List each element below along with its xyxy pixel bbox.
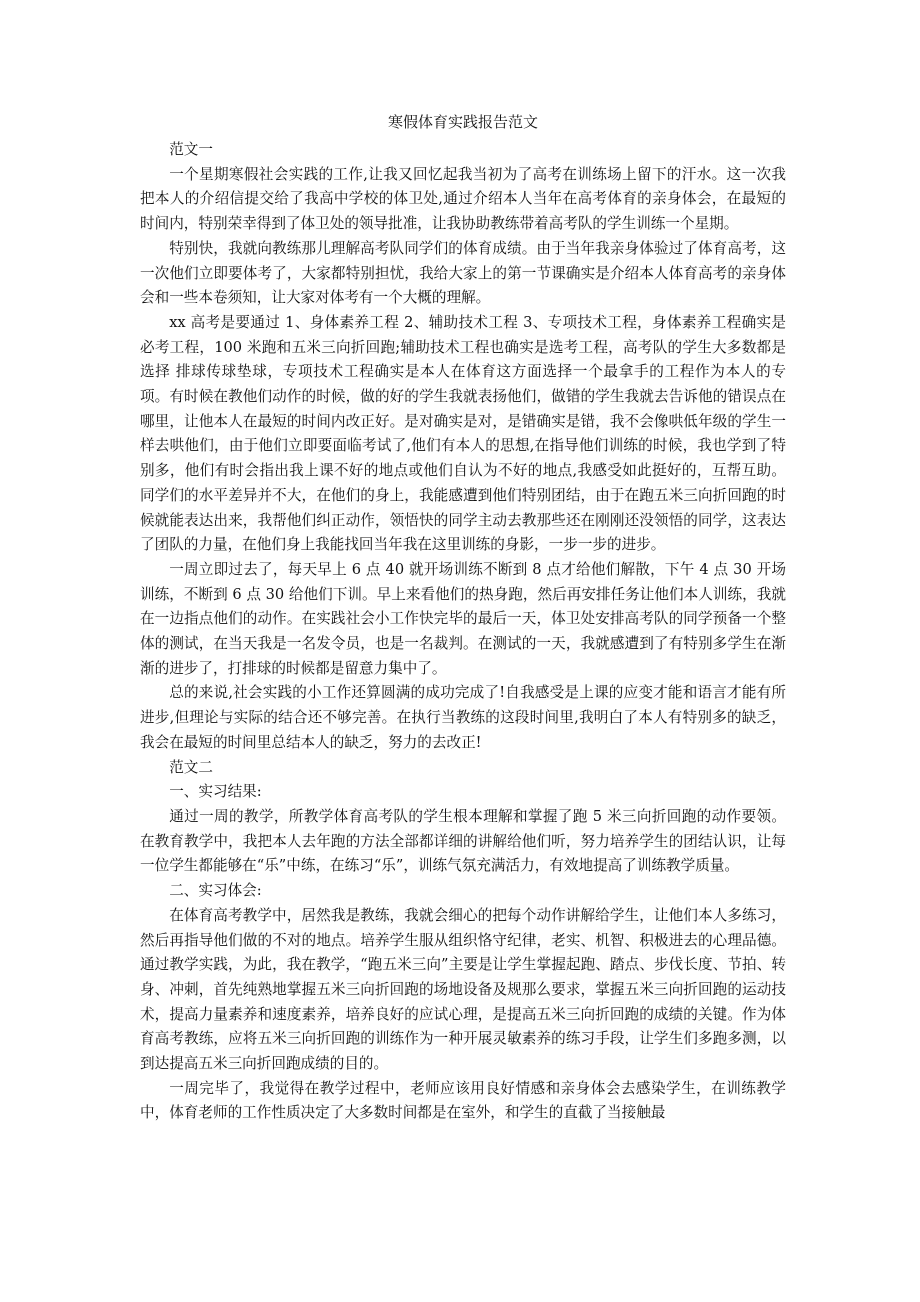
section-heading-fanwen-2: 范文二 bbox=[169, 758, 213, 776]
body-paragraph: 通过一周的教学，所教学体育高考队的学生根本理解和掌握了跑 5 米三向折回跑的动作要领。在教育教学中，我把本人去年跑的方法全部都详细的讲解给他们听，努力培养学生的团结认识，让每一位学生都能够在“乐”中练，在练习“乐”，训练气氛充满活力，有效地提高了训练教学质量。 bbox=[140, 807, 786, 875]
body-paragraph: 特别快，我就向教练那儿理解高考队同学们的体育成绩。由于当年我亲身体验过了体育高考，这一次他们立即要体考了，大家都特别担忧，我给大家上的第一节课确实是介绍本人体育高考的亲身体会和一些本卷须知，让大家对体考有一个大概的理解。 bbox=[140, 239, 786, 307]
body-paragraph: 一周完毕了，我觉得在教学过程中，老师应该用良好情感和亲身体会去感染学生，在训练教学中，体育老师的工作性质决定了大多数时间都是在室外，和学生的直截了当接触最 bbox=[140, 1079, 786, 1122]
subheading-internship-experience: 二、实习体会: bbox=[169, 882, 262, 900]
body-paragraph: 一个星期寒假社会实践的工作,让我又回忆起我当初为了高考在训练场上留下的汗水。这一次我把本人的介绍信提交给了我高中学校的体卫处,通过介绍本人当年在高考体育的亲身体会，在最短的时间内，特别荣幸得到了体卫处的领导批准，让我协助教练带着高考队的学生训练一个星期。 bbox=[140, 165, 786, 233]
body-paragraph: 在体育高考教学中，居然我是教练，我就会细心的把每个动作讲解给学生，让他们本人多练习，然后再指导他们做的不对的地点。培养学生服从组织恪守纪律，老实、机智、积极进去的心理品德。通过教学实践，为此，我在教学，“跑五米三向”主要是让学生掌握起跑、踏点、步伐长度、节拍、转身、冲刺，首先纯熟地掌握五米三向折回跑的场地设备及规那么要求，掌握五米三向折回跑的运动技术，提高力量素养和速度素养，培养良好的应试心理，是提高五米三向折回跑的成绩的关键。作为体育高考教练，应将五米三向折回跑的训练作为一种开展灵敏素养的练习手段，让学生们多跑多测，以到达提高五米三向折回跑成绩的目的。 bbox=[140, 906, 786, 1073]
body-paragraph: 一周立即过去了，每天早上 6 点 40 就开场训练不断到 8 点才给他们解散，下午 4 点 30 开场训练，不断到 6 点 30 给他们下训。早上来看他们的热身跑，然后再安排任务让他们本人训练，我就在一边指点他们的动作。在实践社会小工作快完毕的最后一天，体卫处安排高考队的同学预备一个整体的测试，在当天我是一名发令员，也是一名裁判。在测试的一天，我就感遭到了有特别多学生在渐渐的进步了，打排球的时候都是留意力集中了。 bbox=[140, 560, 786, 677]
body-paragraph: 总的来说,社会实践的小工作还算圆满的成功完成了!自我感受是上课的应变才能和语言才能有所进步,但理论与实际的结合还不够完善。在执行当教练的这段时间里,我明白了本人有特别多的缺乏，我会在最短的时间里总结本人的缺乏，努力的去改正! bbox=[140, 684, 786, 751]
body-paragraph: xx 高考是要通过 1、身体素养工程 2、辅助技术工程 3、专项技术工程，身体素养工程确实是必考工程，100 米跑和五米三向折回跑;辅助技术工程也确实是选考工程，高考队的学生大多数都是选择 排球传球垫球，专项技术工程确实是本人在体育这方面选择一个最拿手的工程作为本人的专项。有时候在教他们动作的时候，做的好的学生我就表扬他们，做错的学生我就去告诉他的错误点在哪里，让他本人在最短的时间内改正好。是对确实是对，是错确实是错，我不会像哄低年级的学生一样去哄他们，由于他们立即要面临考试了,他们有本人的思想,在指导他们训练的时候，我也学到了特别多，他们有时会指出我上课不好的地点或他们自认为不好的地点,我感受如此挺好的，互帮互助。同学们的水平差异并不大，在他们的身上，我能感遭到他们特别团结，由于在跑五米三向折回跑的时候就能表达出来，我帮他们纠正动作，领悟快的同学主动去教那些还在刚刚还没领悟的同学，这表达了团队的力量，在他们身上我能找回当年我在这里训练的身影，一步一步的进步。 bbox=[140, 313, 786, 554]
subheading-internship-results: 一、实习结果: bbox=[169, 783, 262, 801]
document-page bbox=[140, 112, 786, 1126]
section-heading-fanwen-1: 范文一 bbox=[169, 141, 213, 158]
document-title: 寒假体育实践报告范文 bbox=[387, 113, 538, 131]
